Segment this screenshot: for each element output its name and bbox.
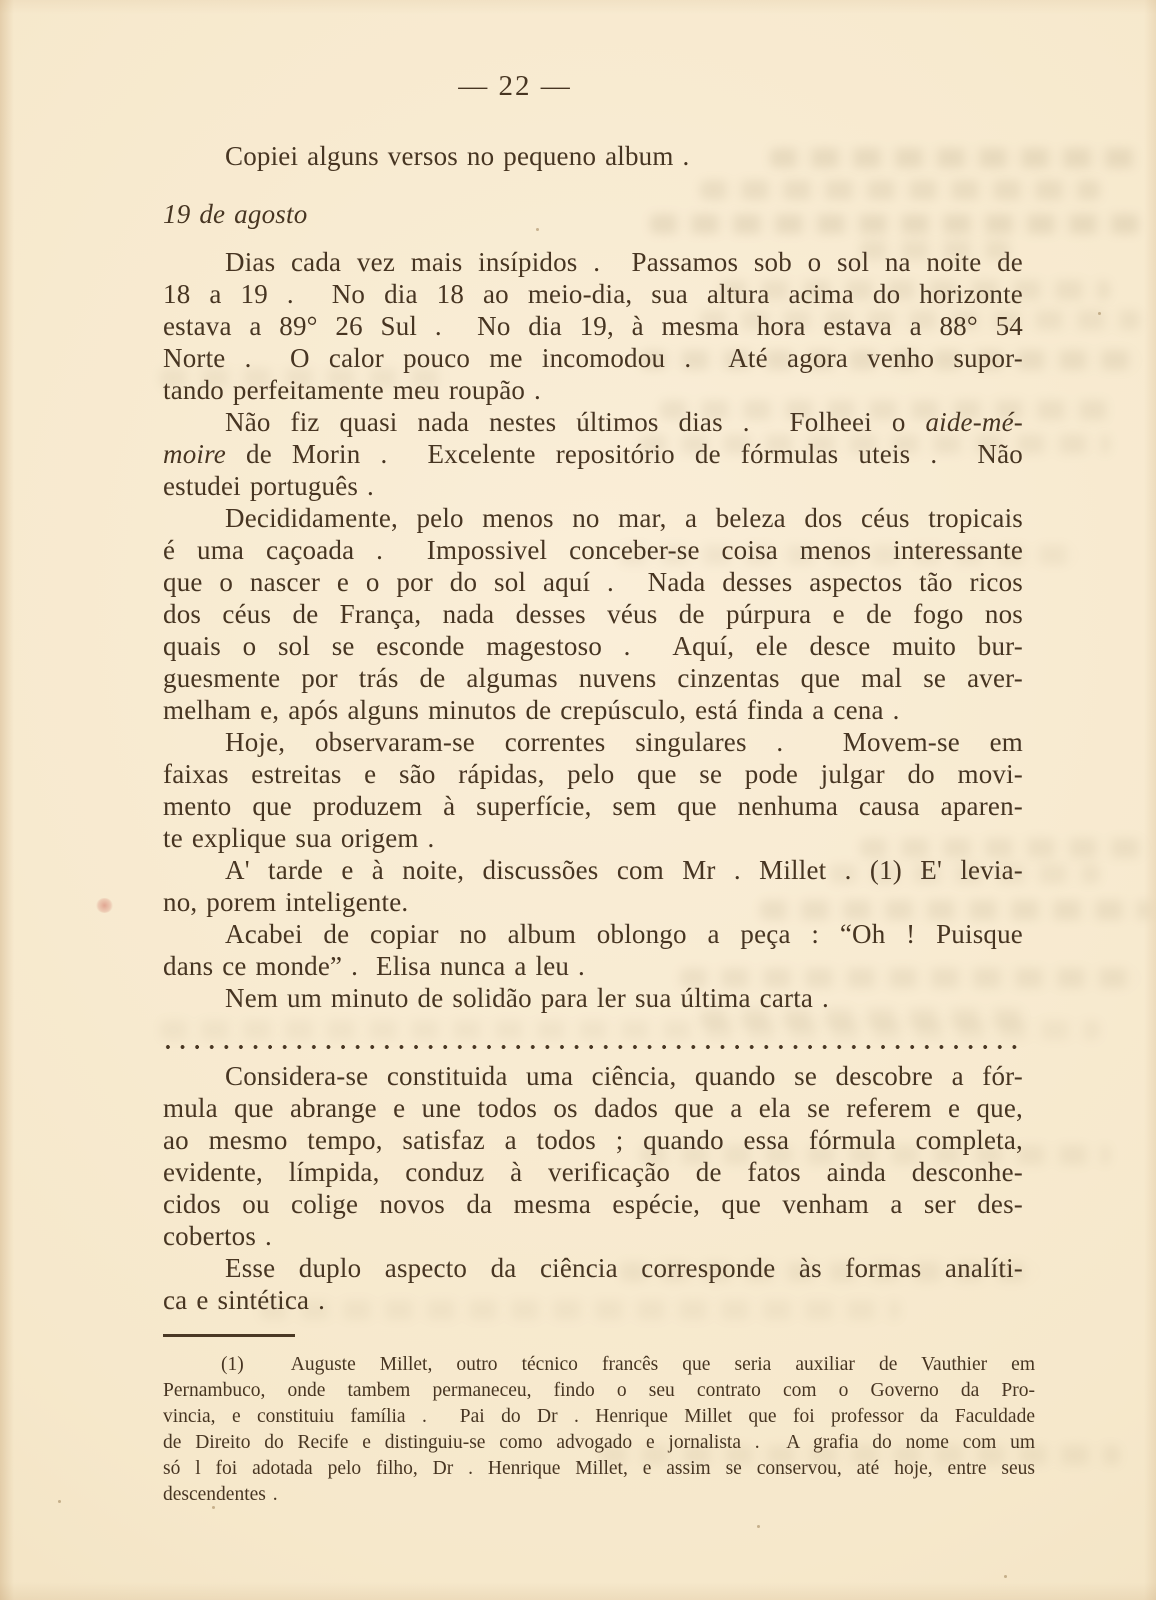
text-line xyxy=(163,598,1023,630)
text-segment: guesmente por trás de algumas nuvens cinzentas que mal se aver- xyxy=(163,663,1023,693)
italic-text-segment: aide-mé- xyxy=(925,407,1023,437)
text-line xyxy=(163,726,1023,758)
date-heading xyxy=(163,198,1023,230)
text-line xyxy=(163,374,1023,406)
text-line xyxy=(163,534,1023,566)
text-line xyxy=(163,758,1023,790)
text-segment: ca e sintética . xyxy=(163,1285,326,1315)
body-text xyxy=(163,140,1023,1316)
footnote xyxy=(163,1316,1035,1508)
italic-text-segment: moire xyxy=(163,439,226,469)
paper-speck xyxy=(757,1525,760,1528)
text-segment: Copiei alguns versos no pequeno album . xyxy=(225,141,690,171)
text-segment: 18 a 19 . No dia 18 ao meio-dia, sua altura acima do horizonte xyxy=(163,279,1023,309)
text-segment: Norte . O calor pouco me incomodou . Até agora venho supor- xyxy=(163,343,1023,373)
text-segment: no, porem inteligente. xyxy=(163,887,409,917)
text-line xyxy=(163,1378,1035,1404)
paper-speck xyxy=(1098,312,1101,315)
text-line xyxy=(163,1124,1023,1156)
italic-text-segment: 19 de agosto xyxy=(163,199,308,229)
text-segment: Decididamente, pelo menos no mar, a beleza dos céus tropicais xyxy=(225,503,1023,533)
text-segment: Nem um minuto de solidão para ler sua última carta . xyxy=(225,983,829,1013)
text-segment: quais o sol se esconde magestoso . Aquí, ele desce muito bur- xyxy=(163,631,1023,661)
text-line xyxy=(163,1404,1035,1430)
text-segment: vincia, e constituiu família . Pai do Dr . Henrique Millet que foi professor da Faculdade xyxy=(163,1406,1035,1427)
text-line xyxy=(163,438,1023,470)
text-segment: mula que abrange e une todos os dados que a ela se referem e que, xyxy=(163,1093,1023,1123)
text-line xyxy=(163,1220,1023,1252)
text-segment: melham e, após alguns minutos de crepúsculo, está finda a cena . xyxy=(163,695,900,725)
text-line xyxy=(163,1060,1023,1092)
text-line xyxy=(163,1156,1023,1188)
text-line xyxy=(163,1252,1023,1284)
paper-speck xyxy=(58,1500,61,1503)
text-line xyxy=(163,822,1023,854)
text-line xyxy=(163,1352,1035,1378)
text-line xyxy=(163,854,1023,886)
text-line xyxy=(163,1456,1035,1482)
text-segment: tando perfeitamente meu roupão . xyxy=(163,375,542,405)
text-line xyxy=(163,278,1023,310)
text-line xyxy=(163,1430,1035,1456)
text-segment: Dias cada vez mais insípidos . Passamos sob o sol na noite de xyxy=(225,247,1023,277)
text-line xyxy=(163,406,1023,438)
text-segment: de Morin . Excelente repositório de fórmulas uteis . Não xyxy=(226,439,1023,469)
paragraph xyxy=(163,982,1023,1014)
page-number: — 22 — xyxy=(458,70,572,102)
text-line xyxy=(163,950,1023,982)
paragraph xyxy=(163,854,1023,918)
text-line xyxy=(163,198,1023,230)
text-segment: mento que produzem à superfície, sem que nenhuma causa aparen- xyxy=(163,791,1023,821)
text-line xyxy=(163,982,1023,1014)
text-line xyxy=(163,502,1023,534)
text-segment: A' tarde e à noite, discussões com Mr . Millet . (1) E' levia- xyxy=(225,855,1023,885)
text-segment: dos céus de França, nada desses véus de púrpura e de fogo nos xyxy=(163,599,1023,629)
text-segment: que o nascer e o por do sol aquí . Nada desses aspectos tão ricos xyxy=(163,567,1023,597)
text-line xyxy=(163,886,1023,918)
text-segment: é uma caçoada . Impossivel conceber-se coisa menos interessante xyxy=(163,535,1023,565)
text-segment: descendentes . xyxy=(163,1484,278,1505)
text-segment: dans ce monde” . Elisa nunca a leu . xyxy=(163,951,586,981)
text-line xyxy=(163,342,1023,374)
text-line xyxy=(163,662,1023,694)
text-segment: ao mesmo tempo, satisfaz a todos ; quando essa fórmula completa, xyxy=(163,1125,1023,1155)
text-line xyxy=(163,566,1023,598)
text-line xyxy=(163,790,1023,822)
text-segment: Esse duplo aspecto da ciência corresponde às formas analíti- xyxy=(225,1253,1023,1283)
paragraph xyxy=(163,1060,1023,1252)
dotted-separator xyxy=(163,1028,1023,1060)
footnote-text xyxy=(163,1352,1035,1508)
text-segment: Não fiz quasi nada nestes últimos dias . Folheei o xyxy=(225,407,926,437)
paragraph xyxy=(163,1252,1023,1316)
text-segment: Acabei de copiar no album oblongo a peça : “Oh ! Puisque xyxy=(225,919,1023,949)
text-line xyxy=(163,694,1023,726)
text-segment: de Direito do Recife e distinguiu-se como advogado e jornalista . A grafia do nome com um xyxy=(163,1432,1035,1453)
text-line xyxy=(163,140,1023,172)
text-segment: Hoje, observaram-se correntes singulares . Movem-se em xyxy=(225,727,1023,757)
paragraph xyxy=(163,726,1023,854)
text-line xyxy=(163,470,1023,502)
paragraph xyxy=(163,502,1023,726)
text-segment: estudei português . xyxy=(163,471,375,501)
text-line xyxy=(163,918,1023,950)
paragraph xyxy=(163,406,1023,502)
paragraph xyxy=(163,918,1023,982)
text-line xyxy=(163,1092,1023,1124)
text-line xyxy=(163,1188,1023,1220)
text-segment: estava a 89° 26 Sul . No dia 19, à mesma hora estava a 88° 54 xyxy=(163,311,1023,341)
text-line xyxy=(163,1284,1023,1316)
text-line xyxy=(163,246,1023,278)
text-line xyxy=(163,1482,1035,1508)
text-segment: cidos ou colige novos da mesma espécie, que venham a ser des- xyxy=(163,1189,1023,1219)
footnote-rule xyxy=(163,1334,295,1337)
paper-speck xyxy=(1004,1575,1007,1578)
text-line xyxy=(163,310,1023,342)
text-segment: (1) Auguste Millet, outro técnico francês que seria auxiliar de Vauthier em xyxy=(221,1354,1035,1375)
text-segment: te explique sua origem . xyxy=(163,823,435,853)
paragraph xyxy=(163,140,1023,172)
text-segment: cobertos . xyxy=(163,1221,272,1251)
text-segment: Considera-se constituida uma ciência, quando se descobre a fór- xyxy=(225,1061,1023,1091)
paragraph xyxy=(163,246,1023,406)
ink-spot xyxy=(96,898,113,913)
text-line xyxy=(163,630,1023,662)
text-segment: só l foi adotada pelo filho, Dr . Henrique Millet, e assim se conservou, até hoje, entre seus xyxy=(163,1458,1035,1479)
text-segment: Pernambuco, onde tambem permaneceu, findo o seu contrato com o Governo da Pro- xyxy=(163,1380,1035,1401)
text-segment: faixas estreitas e são rápidas, pelo que se pode julgar do movi- xyxy=(163,759,1023,789)
text-segment: evidente, límpida, conduz à verificação de fatos ainda desconhe- xyxy=(163,1157,1023,1187)
